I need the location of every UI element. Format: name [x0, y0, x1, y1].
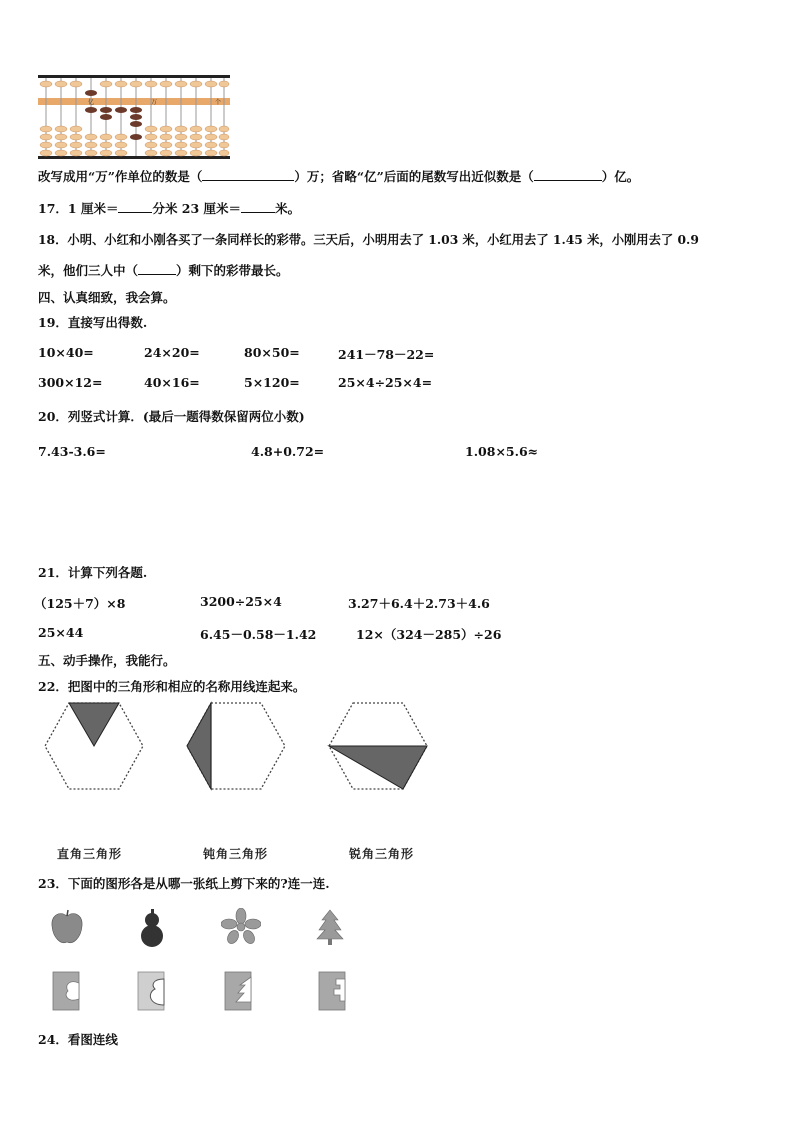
tree-shape-icon — [315, 908, 345, 946]
q17-text-b: 分米 23 厘米＝ — [152, 201, 242, 216]
label-right-triangle: 直角三角形 — [57, 847, 123, 861]
q17-blank-1[interactable] — [118, 200, 152, 213]
q16-line — [38, 167, 639, 185]
q21-title: 21．计算下列各题. — [38, 565, 148, 580]
hexagon-figure-3 — [327, 701, 429, 791]
abacus-label-wan: 万 — [150, 99, 158, 106]
q24-title: 24．看图连线 — [38, 1032, 118, 1047]
q20-item-3: 1.08×5.6≈ — [465, 444, 539, 459]
paper-cutout-4 — [318, 971, 346, 1011]
q20-item-2: 4.8+0.72= — [251, 444, 325, 459]
q16-text-a: 改写成用“万”作单位的数是（ — [38, 169, 203, 184]
abacus-label-ge: 个 — [214, 99, 222, 106]
q18-blank[interactable] — [138, 262, 176, 275]
q22-title: 22．把图中的三角形和相应的名称用线连起来。 — [38, 679, 306, 694]
label-obtuse-triangle: 钝角三角形 — [203, 847, 269, 861]
q21-item-5: 6.45－0.58－1.42 — [200, 627, 317, 642]
q19-item-5: 300×12= — [38, 375, 103, 390]
q16-blank-wan[interactable] — [202, 168, 294, 181]
q21-item-1: （125＋7）×8 — [34, 596, 126, 611]
q19-item-3: 80×50= — [244, 345, 300, 360]
q19-item-8: 25×4÷25×4= — [338, 375, 433, 390]
paper-cutout-1 — [52, 971, 80, 1011]
q18-line2 — [38, 261, 289, 279]
abacus-label-yi: 亿 — [87, 99, 95, 106]
q20-title: 20．列竖式计算．(最后一题得数保留两位小数) — [38, 409, 305, 424]
q16-text-c: ）亿。 — [601, 169, 640, 184]
q19-item-7: 5×120= — [244, 375, 300, 390]
q19-item-2: 24×20= — [144, 345, 200, 360]
q17-blank-2[interactable] — [241, 200, 275, 213]
q21-item-2: 3200÷25×4 — [200, 594, 282, 609]
section-4-heading: 四、认真细致，我会算。 — [38, 290, 176, 305]
q18-text-b: ）剩下的彩带最长。 — [176, 263, 289, 278]
abacus-figure — [38, 75, 230, 160]
flower-shape-icon — [221, 908, 261, 944]
q19-item-4: 241－78－22= — [338, 347, 435, 362]
q18-text-a: 米，他们三人中（ — [38, 263, 139, 278]
section-5-heading: 五、动手操作，我能行。 — [38, 653, 176, 668]
paper-cutout-3 — [224, 971, 252, 1011]
hexagon-figure-1 — [43, 701, 145, 791]
q17-text-c: 米。 — [275, 201, 301, 216]
q21-item-3: 3.27＋6.4＋2.73＋4.6 — [348, 596, 490, 611]
q16-text-b: ）万；省略“亿”后面的尾数写出近似数是（ — [294, 169, 534, 184]
q21-item-4: 25×44 — [38, 625, 84, 640]
q17-line — [38, 199, 300, 217]
q20-item-1: 7.43-3.6= — [38, 444, 106, 459]
q19-item-6: 40×16= — [144, 375, 200, 390]
q23-title: 23．下面的图形各是从哪一张纸上剪下来的?连一连. — [38, 876, 330, 891]
q16-blank-yi[interactable] — [534, 168, 602, 181]
q17-text-a: 17．1 厘米＝ — [38, 201, 119, 216]
q19-item-1: 10×40= — [38, 345, 94, 360]
paper-cutout-2 — [137, 971, 165, 1011]
hexagon-figure-2 — [185, 701, 287, 791]
q18-line1: 18．小明、小红和小刚各买了一条同样长的彩带。三天后，小明用去了 1.03 米，小红用去了 1.45 米，小刚用去了 0.9 — [38, 232, 699, 247]
gourd-shape-icon — [136, 908, 168, 948]
apple-shape-icon — [49, 908, 85, 946]
label-acute-triangle: 锐角三角形 — [349, 847, 415, 861]
q19-title: 19．直接写出得数. — [38, 315, 148, 330]
q21-item-6: 12×（324－285）÷26 — [356, 627, 502, 642]
